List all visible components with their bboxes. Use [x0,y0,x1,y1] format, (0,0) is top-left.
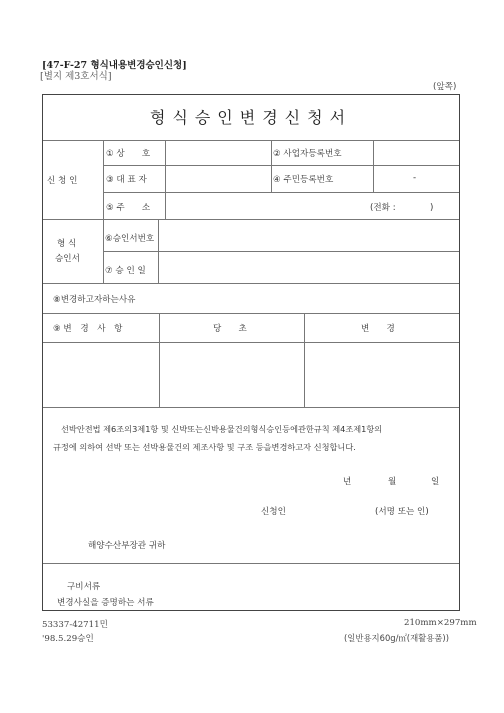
footer-approval-date: '98.5.29승인 [42,634,94,644]
phone-label: (전화 : ) [370,203,434,213]
recipient: 해양수산부장관 귀하 [88,541,166,551]
applicant-section-label: 신 청 인 [47,176,78,186]
date-day: 일 [431,477,440,487]
cert-no-label: ⑥승인서번호 [105,234,155,244]
approval-date-label: ⑦ 승 인 일 [105,266,146,276]
attachment-item-1: 변경사실을 증명하는 서류 [57,598,154,608]
statement-line-1: 선박안전법 제6조의3제1항 및 신박또는신박용물건의형식승인등에관한규칙 제4조제1항의 [61,424,383,434]
form-code: [47-F-27 형식내용변경승인신청] [42,60,187,71]
col-original: 당 초 [213,324,247,334]
col-changed: 변 경 [361,324,395,334]
resident-reg-no-label: ④ 주민등록번호 [273,175,334,185]
applicant-signature-label: 신청인 [261,507,286,517]
representative-label: ③ 대 표 자 [106,175,147,185]
footer-paper-type: (일반용지60g/㎡(재활용품)) [344,633,449,643]
footer-code: 53337-42711민 [42,620,108,630]
address-label: ⑤ 주 소 [106,203,151,213]
resident-reg-no-separator: - [413,173,417,183]
page-side: (앞쪽) [433,82,457,92]
business-reg-no-label: ② 사업자등록번호 [273,149,342,159]
signature-hint: (서명 또는 인) [375,507,429,517]
form-ref: [별지 제3호서식] [40,71,112,82]
approval-section-label-1: 형 식 [57,239,77,249]
approval-section-label-2: 승인서 [55,254,80,264]
statement-line-2: 규정에 의하여 선박 또는 선박용물건의 제조사항 및 구조 등을변경하고자 신청합니다. [53,442,356,452]
date-month: 월 [388,477,397,487]
form-title: 형식승인변경신청서 [149,108,353,127]
attachments-label: 구비서류 [67,582,101,592]
change-reason-label: ⑧변경하고자하는사유 [53,295,136,305]
col-change-items: ⑨ 변 경 사 항 [53,324,123,334]
date-year: 년 [343,477,352,487]
footer-paper-size: 210mm×297mm [404,618,477,628]
trade-name-label: ① 상 호 [106,149,151,159]
form-frame [42,94,460,611]
